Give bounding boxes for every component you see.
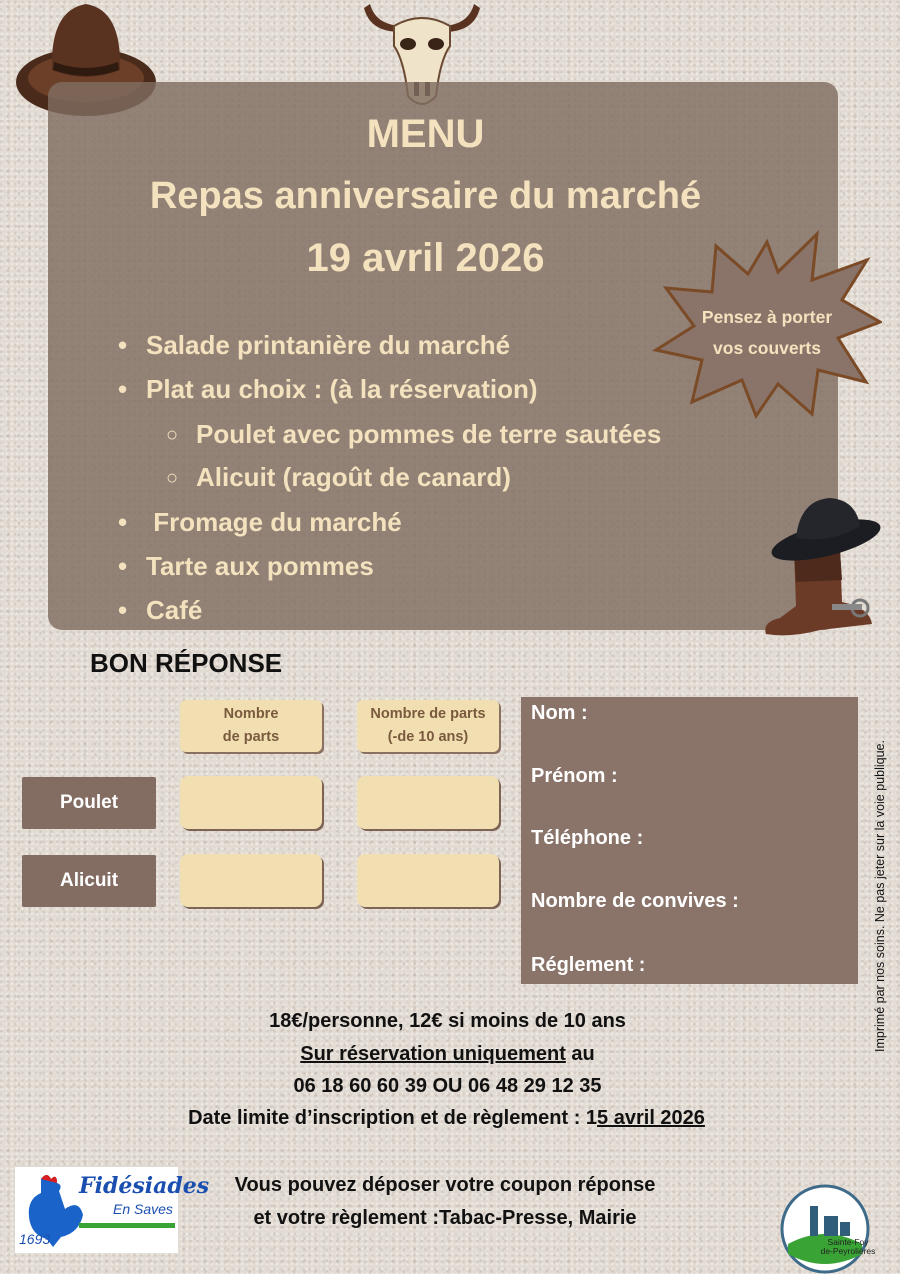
field-convives[interactable]: Nombre de convives : bbox=[531, 890, 739, 912]
badge-text: Pensez à porter vos couverts bbox=[701, 307, 833, 358]
sainte-foy-logo bbox=[780, 1184, 870, 1274]
logo-left-year: 1693 bbox=[19, 1231, 51, 1247]
logo-left-stripe bbox=[79, 1223, 175, 1228]
menu-item: • Plat au choix : (à la réservation) bbox=[118, 374, 538, 404]
alicuit-parts-children-field[interactable] bbox=[357, 854, 499, 907]
poulet-parts-field[interactable] bbox=[180, 776, 322, 829]
price-text: 18€/personne, 12€ si moins de 10 ans bbox=[269, 1010, 626, 1032]
fidesiades-logo bbox=[15, 1167, 210, 1253]
form-title: BON RÉPONSE bbox=[90, 648, 283, 678]
header-parts: Nombre de parts bbox=[180, 700, 322, 752]
cowboy-boot-icon bbox=[760, 490, 890, 650]
field-telephone[interactable]: Téléphone : bbox=[531, 827, 644, 849]
alicuit-parts-field[interactable] bbox=[180, 854, 322, 907]
menu-title: MENU bbox=[366, 112, 485, 156]
deadline-text: Date limite d’inscription et de règlement : 15 avril 2026 bbox=[188, 1107, 705, 1129]
reservation-text: Sur réservation uniquement au bbox=[300, 1043, 595, 1065]
logo-right-text: Sainte-Foy de-Peyrolières bbox=[820, 1237, 876, 1256]
menu-item: • Tarte aux pommes bbox=[118, 551, 374, 581]
deposit-line2: et votre règlement :Tabac-Presse, Mairie bbox=[253, 1207, 637, 1229]
field-prenom[interactable]: Prénom : bbox=[531, 765, 618, 787]
row-label-poulet: Poulet bbox=[22, 777, 156, 829]
menu-subtitle: Repas anniversaire du marché bbox=[149, 175, 702, 217]
field-reglement[interactable]: Réglement : bbox=[531, 954, 646, 976]
logo-left-sub: En Saves bbox=[113, 1201, 173, 1217]
field-nom[interactable]: Nom : bbox=[531, 702, 588, 724]
poulet-parts-children-field[interactable] bbox=[357, 776, 499, 829]
menu-item: • Café bbox=[118, 595, 203, 625]
logo-left-name: Fidésiades bbox=[79, 1173, 210, 1199]
row-label-alicuit: Alicuit bbox=[22, 855, 156, 907]
menu-date: 19 avril 2026 bbox=[306, 236, 545, 280]
menu-subitem: ○ Alicuit (ragoût de canard) bbox=[166, 462, 511, 492]
menu-subitem: ○ Poulet avec pommes de terre sautées bbox=[166, 419, 662, 449]
phone-numbers: 06 18 60 60 39 OU 06 48 29 12 35 bbox=[293, 1075, 602, 1097]
side-note: Imprimé par nos soins. Ne pas jeter sur la voie publique. bbox=[873, 740, 887, 1052]
header-parts-children: Nombre de parts (-de 10 ans) bbox=[357, 700, 499, 752]
deposit-line1: Vous pouvez déposer votre coupon réponse bbox=[234, 1174, 656, 1196]
menu-item: • Salade printanière du marché bbox=[118, 330, 511, 360]
menu-item: • Fromage du marché bbox=[118, 507, 402, 537]
